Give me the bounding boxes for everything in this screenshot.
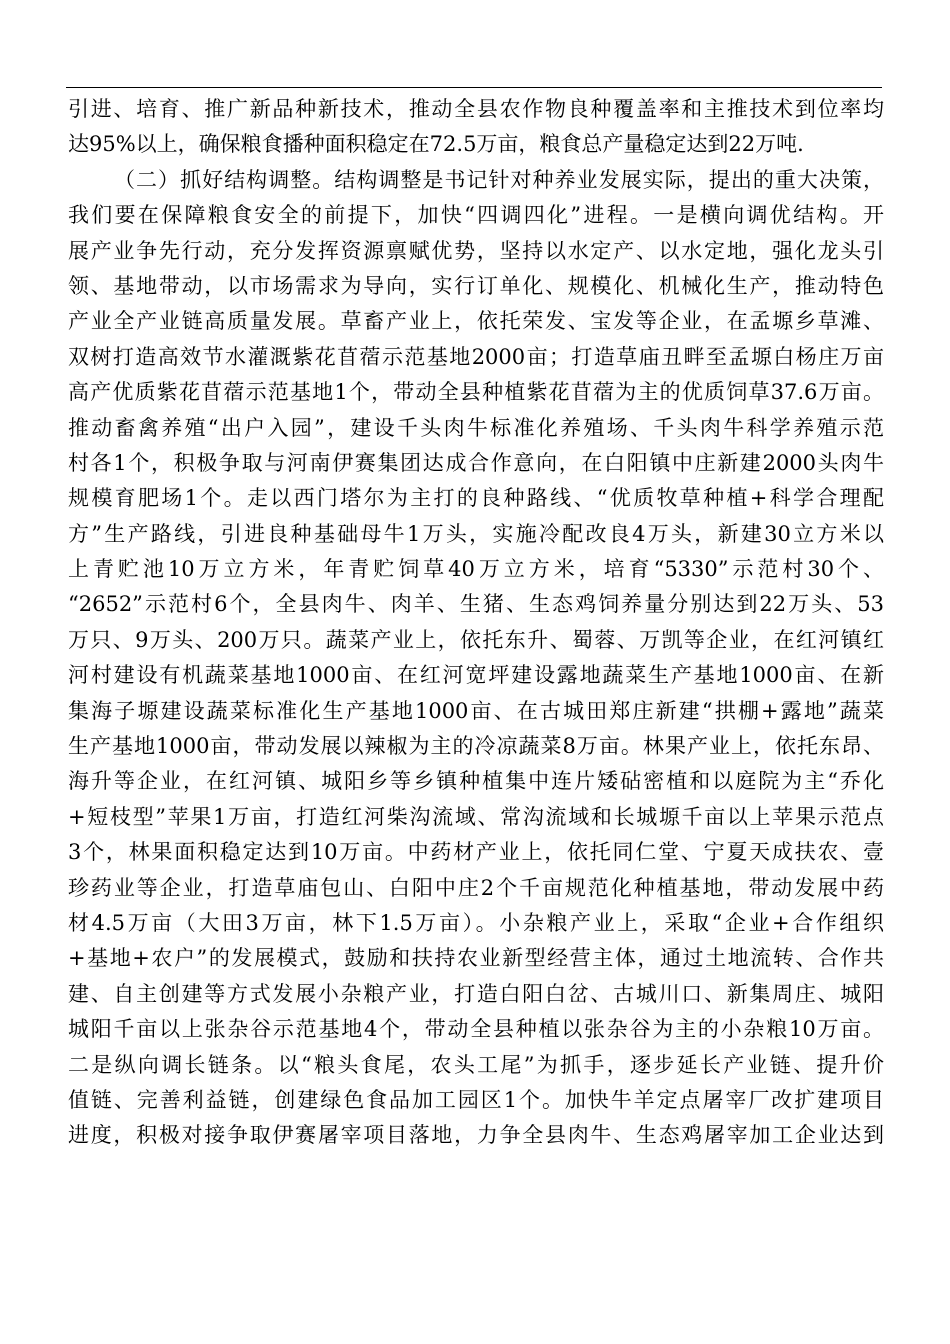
text-line: 生产基地1000亩，带动发展以辣椒为主的冷凉蔬菜8万亩。林果产业上，依托东昂、 — [68, 734, 884, 759]
text-line: 领、基地带动，以市场需求为导向，实行订单化、规模化、机械化生产，推动特色 — [68, 273, 884, 298]
text-line: 推动畜禽养殖“出户入园”，建设千头肉牛标准化养殖场、千头肉牛科学养殖示范 — [68, 415, 884, 440]
text-line: +短枝型”苹果1万亩，打造红河柴沟流域、常沟流域和长城塬千亩以上苹果示范点 — [68, 804, 884, 829]
text-line: 规模育肥场1个。走以西门塔尔为主打的良种路线、“优质牧草种植+科学合理配 — [68, 486, 884, 511]
body-text — [68, 92, 884, 1154]
text-line: +基地+农户”的发展模式，鼓励和扶持农业新型经营主体，通过土地流转、合作共 — [68, 946, 884, 971]
text-line: 珍药业等企业，打造草庙包山、白阳中庄2个千亩规范化种植基地，带动发展中药 — [68, 875, 884, 900]
text-line: 河村建设有机蔬菜基地1000亩、在红河宽坪建设露地蔬菜生产基地1000亩、在新 — [68, 663, 884, 688]
text-line: 值链、完善利益链，创建绿色食品加工园区1个。加快牛羊定点屠宰厂改扩建项目 — [68, 1087, 884, 1112]
text-line: 我们要在保障粮食安全的前提下，加快“四调四化”进程。一是横向调优结构。开 — [68, 203, 884, 228]
text-line: 二是纵向调长链条。以“粮头食尾，农头工尾”为抓手，逐步延长产业链、提升价 — [68, 1052, 884, 1077]
text-line: 产业全产业链高质量发展。草畜产业上，依托荣发、宝发等企业，在孟塬乡草滩、 — [68, 309, 884, 334]
text-line: 方”生产路线，引进良种基础母牛1万头，实施冷配改良4万头，新建30立方米以 — [68, 521, 884, 546]
text-line: （二）抓好结构调整。结构调整是书记针对种养业发展实际，提出的重大决策， — [114, 167, 884, 192]
text-line: 村各1个，积极争取与河南伊赛集团达成合作意向，在白阳镇中庄新建2000头肉牛 — [68, 450, 884, 475]
text-line: 城阳千亩以上张杂谷示范基地4个，带动全县种植以张杂谷为主的小杂粮10万亩。 — [68, 1017, 884, 1042]
header-rule — [66, 87, 882, 88]
text-line: 高产优质紫花苜蓿示范基地1个，带动全县种植紫花苜蓿为主的优质饲草37.6万亩。 — [68, 380, 884, 405]
text-line: 3个，林果面积稳定达到10万亩。中药材产业上，依托同仁堂、宁夏天成扶农、壹 — [68, 840, 884, 865]
text-line: 集海子塬建设蔬菜标准化生产基地1000亩、在古城田郑庄新建“拱棚+露地”蔬菜 — [68, 698, 884, 723]
text-line: 进度，积极对接争取伊赛屠宰项目落地，力争全县肉牛、生态鸡屠宰加工企业达到 — [68, 1123, 884, 1148]
text-line: 达95%以上，确保粮食播种面积稳定在72.5万亩，粮食总产量稳定达到22万吨. — [68, 132, 804, 157]
text-line: 展产业争先行动，充分发挥资源禀赋优势，坚持以水定产、以水定地，强化龙头引 — [68, 238, 884, 263]
text-line: 双树打造高效节水灌溉紫花苜蓿示范基地2000亩；打造草庙丑畔至孟塬白杨庄万亩 — [68, 344, 884, 369]
text-line: “2652”示范村6个，全县肉牛、肉羊、生猪、生态鸡饲养量分别达到22万头、53 — [68, 592, 884, 617]
text-line: 引进、培育、推广新品种新技术，推动全县农作物良种覆盖率和主推技术到位率均 — [68, 97, 884, 121]
text-line: 材4.5万亩（大田3万亩，林下1.5万亩）。小杂粮产业上，采取“企业+合作组织 — [68, 910, 884, 935]
text-line: 建、自主创建等方式发展小杂粮产业，打造白阳白岔、古城川口、新集周庄、城阳 — [68, 981, 884, 1006]
text-line: 上青贮池10万立方米，年青贮饲草40万立方米，培育“5330”示范村30个、 — [68, 557, 884, 582]
text-line: 万只、9万头、200万只。蔬菜产业上，依托东升、蜀蓉、万凯等企业，在红河镇红 — [68, 627, 884, 652]
text-line: 海升等企业，在红河镇、城阳乡等乡镇种植集中连片矮砧密植和以庭院为主“乔化 — [68, 769, 884, 794]
